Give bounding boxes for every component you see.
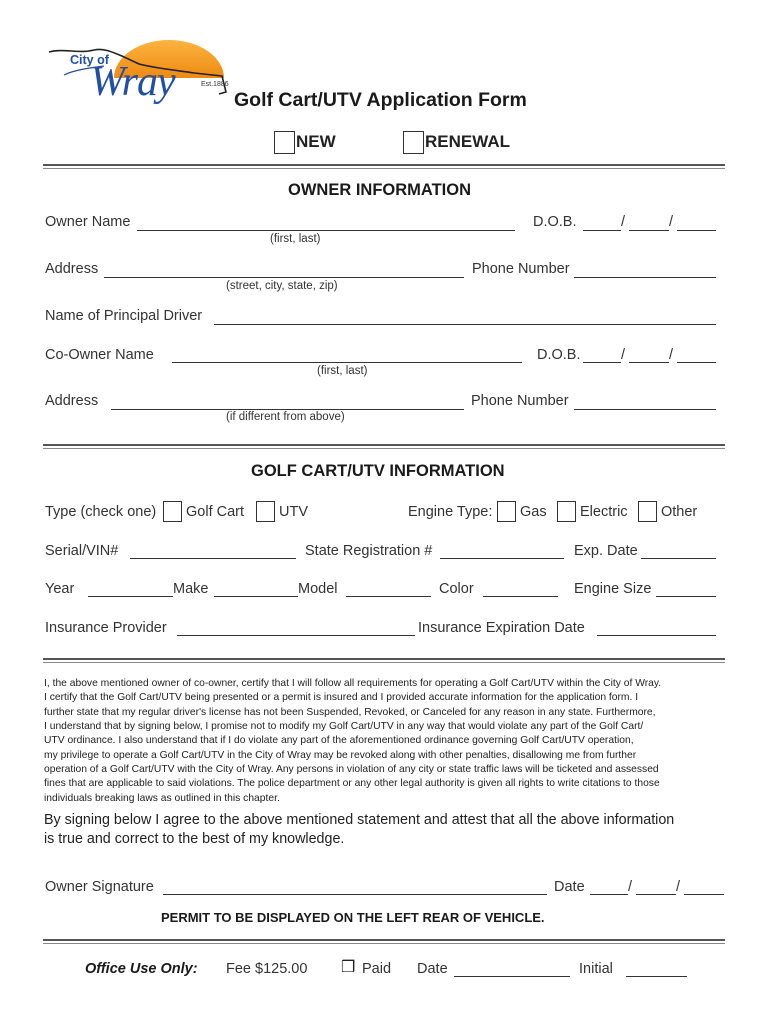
office-use-label: Office Use Only: bbox=[85, 961, 198, 977]
owner-section-header: OWNER INFORMATION bbox=[288, 181, 472, 199]
slash: / bbox=[669, 214, 674, 230]
phone-field[interactable] bbox=[574, 277, 716, 278]
co-dob-day[interactable] bbox=[629, 362, 669, 363]
signature-date-label: Date bbox=[554, 879, 585, 895]
divider-vehicle bbox=[43, 658, 725, 660]
owner-dob-label: D.O.B. bbox=[533, 214, 577, 230]
other-label: Other bbox=[661, 504, 698, 520]
serial-field[interactable] bbox=[130, 558, 296, 559]
insurance-exp-field[interactable] bbox=[597, 635, 716, 636]
certification-line: further state that my regular driver's license has not been Suspended, Revoked, or Canceled for any reason in any state. Furthermore, bbox=[44, 706, 656, 718]
divider-bottom-thin bbox=[43, 943, 725, 944]
divider-top-thin bbox=[43, 168, 725, 169]
owner-signature-label: Owner Signature bbox=[45, 879, 154, 895]
attestation-statement bbox=[44, 811, 674, 848]
co-dob-year[interactable] bbox=[677, 362, 716, 363]
address-field[interactable] bbox=[104, 277, 464, 278]
certification-line: fines that are applicable to said violations. The police department or any other legal authority is given all rights to write citations to those bbox=[44, 778, 660, 790]
initial-label: Initial bbox=[579, 961, 613, 977]
office-date-label: Date bbox=[417, 961, 448, 977]
utv-checkbox[interactable] bbox=[256, 501, 275, 522]
divider-vehicle-thin bbox=[43, 662, 725, 663]
co-dob-month[interactable] bbox=[583, 362, 621, 363]
exp-date-field[interactable] bbox=[641, 558, 716, 559]
vehicle-section-header: GOLF CART/UTV INFORMATION bbox=[251, 462, 505, 480]
owner-dob-year[interactable] bbox=[677, 230, 716, 231]
owner-name-field[interactable] bbox=[137, 230, 515, 231]
golf-cart-checkbox[interactable] bbox=[163, 501, 182, 522]
attestation-line: is true and correct to the best of my knowledge. bbox=[44, 830, 345, 847]
owner-dob-day[interactable] bbox=[629, 230, 669, 231]
utv-label: UTV bbox=[279, 504, 308, 520]
engine-type-label: Engine Type: bbox=[408, 504, 493, 520]
electric-label: Electric bbox=[580, 504, 628, 520]
certification-line: I understand that by signing below, I promise not to modify my Golf Cart/UTV in any way that would violate any part of the Golf Cart/ bbox=[44, 721, 644, 733]
year-field[interactable] bbox=[88, 596, 173, 597]
principal-driver-field[interactable] bbox=[214, 324, 716, 325]
fee-text: Fee $125.00 bbox=[226, 961, 308, 977]
serial-label: Serial/VIN# bbox=[45, 543, 119, 559]
divider-top bbox=[43, 164, 725, 166]
type-label: Type (check one) bbox=[45, 504, 157, 520]
color-label: Color bbox=[439, 581, 474, 597]
state-reg-field[interactable] bbox=[440, 558, 564, 559]
renewal-label: RENEWAL bbox=[425, 132, 510, 151]
owner-dob-month[interactable] bbox=[583, 230, 621, 231]
other-checkbox[interactable] bbox=[638, 501, 657, 522]
co-phone-label: Phone Number bbox=[471, 393, 569, 409]
signature-date-year[interactable] bbox=[684, 894, 724, 895]
new-checkbox[interactable] bbox=[274, 131, 295, 154]
slash: / bbox=[628, 879, 633, 895]
principal-driver-label: Name of Principal Driver bbox=[45, 308, 203, 324]
form-title: Golf Cart/UTV Application Form bbox=[234, 89, 527, 111]
certification-line: individuals breaking laws as outlined in this chapter. bbox=[44, 792, 280, 804]
city-logo bbox=[44, 40, 234, 125]
exp-date-label: Exp. Date bbox=[574, 543, 638, 559]
owner-signature-field[interactable] bbox=[163, 894, 547, 895]
paid-checkbox-icon: ❒ bbox=[341, 959, 356, 976]
slash: / bbox=[676, 879, 681, 895]
insurance-exp-label: Insurance Expiration Date bbox=[418, 620, 585, 636]
logo-est-text: Est.1886 bbox=[201, 81, 229, 88]
make-field[interactable] bbox=[214, 596, 298, 597]
slash: / bbox=[669, 347, 674, 363]
certification-line: UTV ordinance. I also understand that if I do violate any part of the aforementioned ordinance governing Golf Cart/UTV operation, bbox=[44, 735, 634, 747]
insurance-provider-label: Insurance Provider bbox=[45, 620, 167, 636]
co-owner-label: Co-Owner Name bbox=[45, 347, 154, 363]
attestation-line: By signing below I agree to the above mentioned statement and attest that all the above information bbox=[44, 812, 675, 828]
make-label: Make bbox=[173, 581, 209, 597]
insurance-provider-field[interactable] bbox=[177, 635, 415, 636]
logo-wray-text: Wray bbox=[90, 59, 175, 105]
golf-cart-label: Golf Cart bbox=[186, 504, 245, 520]
co-owner-field[interactable] bbox=[172, 362, 522, 363]
slash: / bbox=[621, 347, 626, 363]
co-phone-field[interactable] bbox=[574, 409, 716, 410]
state-reg-label: State Registration # bbox=[305, 543, 433, 559]
certification-line: I, the above mentioned owner of co-owner, certify that I will follow all requirements for operating a Golf Cart/UTV within the City of Wray. bbox=[44, 678, 662, 689]
phone-label: Phone Number bbox=[472, 261, 570, 277]
office-date-field[interactable] bbox=[454, 976, 570, 977]
model-label: Model bbox=[298, 581, 338, 597]
co-address-hint: (if different from above) bbox=[226, 411, 345, 423]
gas-label: Gas bbox=[520, 504, 547, 520]
address-hint: (street, city, state, zip) bbox=[226, 280, 338, 292]
permit-notice: PERMIT TO BE DISPLAYED ON THE LEFT REAR OF VEHICLE. bbox=[161, 910, 545, 925]
new-label: NEW bbox=[296, 132, 336, 151]
divider-owner-thin bbox=[43, 448, 725, 449]
slash: / bbox=[621, 214, 626, 230]
certification-line: I certify that the Golf Cart/UTV being presented or a permit is insured and I provided accurate information for the application form. I bbox=[44, 692, 639, 704]
certification-line: operation of a Golf Cart/UTV with the City of Wray. Any persons in violation of any city or state traffic laws will be ticketed and assessed bbox=[44, 764, 659, 776]
paid-label: Paid bbox=[362, 961, 392, 977]
co-address-field[interactable] bbox=[111, 409, 464, 410]
renewal-checkbox[interactable] bbox=[403, 131, 424, 154]
initial-field[interactable] bbox=[626, 976, 687, 977]
co-address-label: Address bbox=[45, 393, 99, 409]
co-dob-label: D.O.B. bbox=[537, 347, 581, 363]
divider-owner bbox=[43, 444, 725, 446]
owner-name-label: Owner Name bbox=[45, 214, 131, 230]
color-field[interactable] bbox=[483, 596, 558, 597]
signature-date-day[interactable] bbox=[636, 894, 676, 895]
divider-bottom bbox=[43, 939, 725, 941]
year-label: Year bbox=[45, 581, 75, 597]
co-owner-hint: (first, last) bbox=[317, 365, 368, 377]
engine-size-field[interactable] bbox=[656, 596, 716, 597]
address-label: Address bbox=[45, 261, 99, 277]
signature-date-month[interactable] bbox=[590, 894, 628, 895]
certification-paragraph bbox=[44, 677, 729, 806]
model-field[interactable] bbox=[346, 596, 431, 597]
engine-size-label: Engine Size bbox=[574, 581, 652, 597]
logo-city-text: City of bbox=[70, 53, 109, 67]
gas-checkbox[interactable] bbox=[497, 501, 516, 522]
certification-line: my privilege to operate a Golf Cart/UTV in the City of Wray may be revoked along with other penalties, disallowing me from further bbox=[44, 749, 637, 761]
electric-checkbox[interactable] bbox=[557, 501, 576, 522]
owner-name-hint: (first, last) bbox=[270, 233, 321, 245]
